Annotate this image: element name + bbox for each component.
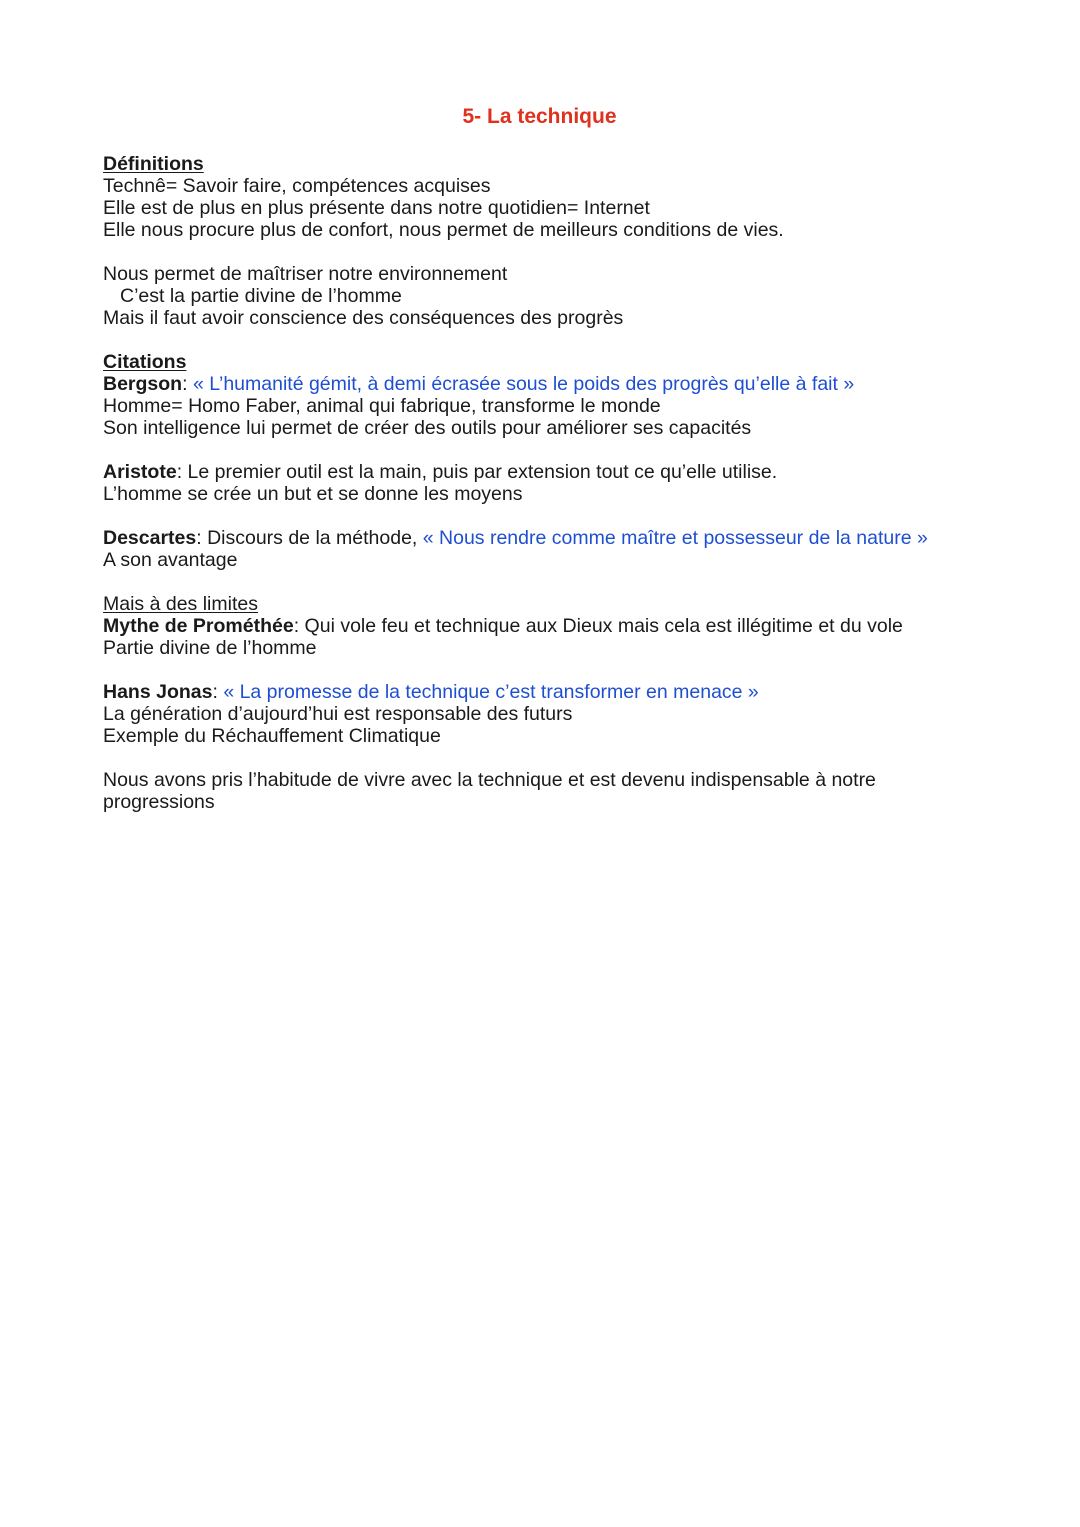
definition-line: Nous permet de maîtriser notre environnement — [103, 263, 508, 285]
spacer — [103, 439, 1003, 461]
promethee-citation — [103, 615, 1003, 637]
page-title: 5- La technique — [462, 105, 617, 128]
author-name: Aristote — [103, 461, 177, 483]
spacer — [103, 241, 1003, 263]
aristote-citation — [103, 461, 1003, 483]
citation-line: Homme= Homo Faber, animal qui fabrique, transforme le monde — [103, 395, 661, 417]
spacer — [103, 329, 1003, 351]
citation-text: : Le premier outil est la main, puis par extension tout ce qu’elle utilise. — [176, 461, 778, 483]
spacer — [103, 571, 1003, 593]
citation-text: : Discours de la méthode, — [196, 527, 423, 549]
citation-text: : Qui vole feu et technique aux Dieux mais cela est illégitime et du vole — [293, 615, 903, 637]
quote-text: « L’humanité gémit, à demi écrasée sous le poids des progrès qu’elle à fait » — [192, 373, 855, 395]
citation-line: Exemple du Réchauffement Climatique — [103, 725, 441, 747]
separator: : — [212, 681, 224, 703]
quote-text: « La promesse de la technique c’est transformer en menace » — [223, 681, 759, 703]
document-page — [103, 104, 1003, 813]
spacer — [103, 659, 1003, 681]
author-name: Bergson — [103, 373, 183, 395]
citation-line: L’homme se crée un but et se donne les moyens — [103, 483, 523, 505]
limits-heading: Mais à des limites — [103, 593, 258, 615]
author-name: Mythe de Prométhée — [103, 615, 294, 637]
definition-line: Mais il faut avoir conscience des conséquences des progrès — [103, 307, 624, 329]
definition-line-indented: C’est la partie divine de l’homme — [120, 285, 402, 307]
author-name: Descartes — [103, 527, 197, 549]
quote-text: « Nous rendre comme maître et possesseur de la nature » — [422, 527, 928, 549]
citations-heading: Citations — [103, 351, 187, 373]
spacer — [103, 505, 1003, 527]
citation-line: La génération d’aujourd’hui est responsable des futurs — [103, 703, 573, 725]
citation-line: Partie divine de l’homme — [103, 637, 317, 659]
bergson-citation — [103, 373, 1003, 395]
citation-line: Son intelligence lui permet de créer des outils pour améliorer ses capacités — [103, 417, 752, 439]
conclusion-line: Nous avons pris l’habitude de vivre avec la technique et est devenu indispensable à notre — [103, 769, 876, 791]
descartes-citation — [103, 527, 1003, 549]
jonas-citation — [103, 681, 1003, 703]
spacer — [103, 747, 1003, 769]
separator: : — [182, 373, 193, 395]
definition-line: Elle est de plus en plus présente dans notre quotidien= Internet — [103, 197, 650, 219]
citation-line: A son avantage — [103, 549, 238, 571]
definition-line: Elle nous procure plus de confort, nous permet de meilleurs conditions de vies. — [103, 219, 784, 241]
definition-line: Technê= Savoir faire, compétences acquises — [103, 175, 491, 197]
definitions-heading: Définitions — [103, 153, 204, 175]
author-name: Hans Jonas — [103, 681, 213, 703]
conclusion-line: progressions — [103, 791, 215, 813]
